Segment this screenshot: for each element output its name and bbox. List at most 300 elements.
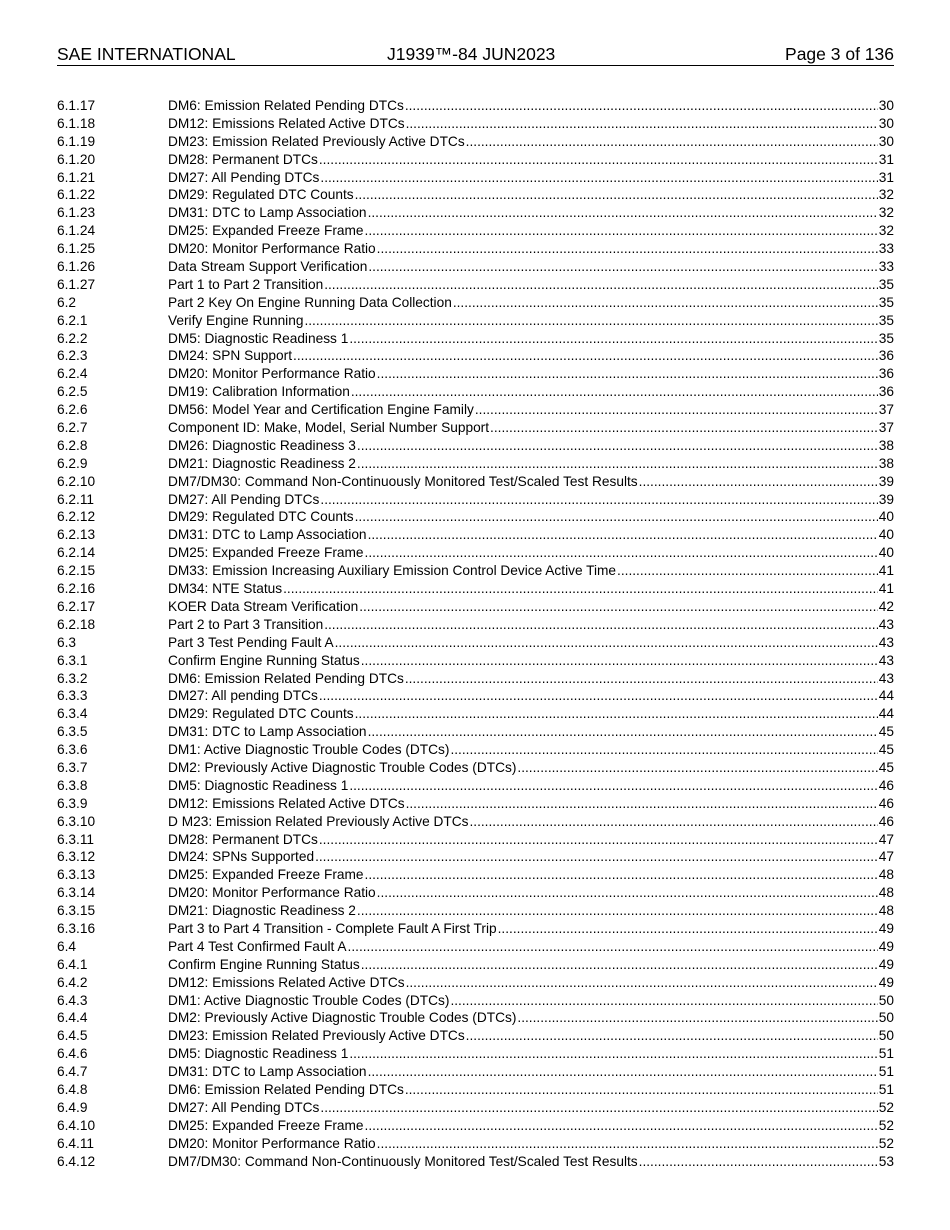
toc-section-number: 6.4.7 (57, 1064, 88, 1080)
toc-entry-line (168, 473, 894, 491)
toc-dot-leader (319, 687, 878, 705)
toc-dot-leader (368, 723, 878, 741)
toc-page-number: 37 (878, 420, 894, 436)
toc-section-title: Part 3 Test Pending Fault A (168, 634, 334, 650)
toc-section-number: 6.2.7 (57, 420, 88, 436)
toc-entry[interactable] (57, 240, 894, 258)
toc-entry-line (168, 1135, 894, 1153)
toc-dot-leader (324, 276, 878, 294)
toc-page-number: 45 (878, 759, 894, 775)
toc-section-number: 6.3.3 (57, 688, 88, 704)
toc-section-number: 6.2.12 (57, 509, 96, 525)
toc-page-number: 43 (878, 652, 894, 668)
toc-entry[interactable] (57, 687, 894, 705)
toc-section-title: DM2: Previously Active Diagnostic Trouble Codes (DTCs) (168, 1010, 517, 1026)
toc-entry[interactable] (57, 723, 894, 741)
toc-section-number: 6.2.5 (57, 384, 88, 400)
toc-dot-leader (355, 508, 878, 526)
toc-section-number: 6.1.23 (57, 205, 96, 221)
toc-entry-line (168, 1063, 894, 1081)
toc-section-title: Part 2 to Part 3 Transition (168, 616, 324, 632)
toc-section-number: 6.1.25 (57, 241, 96, 257)
toc-section-number: 6.3.2 (57, 670, 88, 686)
toc-entry[interactable] (57, 115, 894, 133)
toc-entry[interactable] (57, 598, 894, 616)
toc-page-number: 47 (878, 831, 894, 847)
toc-section-title: DM25: Expanded Freeze Frame (168, 223, 364, 239)
toc-entry-line (168, 204, 894, 222)
toc-entry[interactable] (57, 1081, 894, 1099)
toc-section-title: DM12: Emissions Related Active DTCs (168, 795, 405, 811)
toc-entry[interactable] (57, 795, 894, 813)
toc-page-number: 46 (878, 777, 894, 793)
toc-page-number: 40 (878, 509, 894, 525)
toc-entry[interactable] (57, 330, 894, 348)
toc-section-number: 6.3.5 (57, 724, 88, 740)
toc-page-number: 46 (878, 813, 894, 829)
toc-section-title: DM19: Calibration Information (168, 384, 350, 400)
toc-entry[interactable] (57, 705, 894, 723)
toc-section-number: 6.3.10 (57, 813, 96, 829)
toc-entry-line (168, 1045, 894, 1063)
toc-entry[interactable] (57, 544, 894, 562)
toc-entry[interactable] (57, 491, 894, 509)
toc-entry[interactable] (57, 1027, 894, 1045)
toc-section-title: DM12: Emissions Related Active DTCs (168, 974, 405, 990)
toc-section-number: 6.1.20 (57, 151, 96, 167)
toc-section-title: DM7/DM30: Command Non-Continuously Monitored Test/Scaled Test Results (168, 473, 638, 489)
toc-entry[interactable] (57, 1063, 894, 1081)
toc-page-number: 36 (878, 348, 894, 364)
toc-entry[interactable] (57, 473, 894, 491)
toc-dot-leader (320, 169, 877, 187)
toc-entry-line (168, 866, 894, 884)
toc-section-number: 6.4 (57, 938, 77, 954)
toc-entry[interactable] (57, 204, 894, 222)
toc-page-number: 33 (878, 241, 894, 257)
toc-page-number: 31 (878, 169, 894, 185)
toc-entry-line (168, 276, 894, 294)
toc-entry-line (168, 294, 894, 312)
toc-entry[interactable] (57, 884, 894, 902)
toc-section-title: DM12: Emissions Related Active DTCs (168, 115, 405, 131)
toc-entry-line (168, 169, 894, 187)
toc-page-number: 43 (878, 616, 894, 632)
toc-section-number: 6.2.13 (57, 527, 96, 543)
toc-section-number: 6.4.10 (57, 1117, 96, 1133)
toc-section-title: DM31: DTC to Lamp Association (168, 1064, 367, 1080)
toc-section-number: 6.3.7 (57, 759, 88, 775)
toc-entry-line (168, 1153, 894, 1171)
toc-entry-line (168, 133, 894, 151)
toc-dot-leader (377, 240, 878, 258)
toc-entry-line (168, 491, 894, 509)
toc-entry[interactable] (57, 580, 894, 598)
toc-entry[interactable] (57, 508, 894, 526)
toc-entry-line (168, 687, 894, 705)
toc-entry[interactable] (57, 1153, 894, 1171)
toc-page-number: 50 (878, 992, 894, 1008)
toc-page-number: 38 (878, 455, 894, 471)
toc-entry[interactable] (57, 526, 894, 544)
toc-section-title: DM29: Regulated DTC Counts (168, 509, 354, 525)
toc-section-number: 6.3.8 (57, 777, 88, 793)
toc-dot-leader (365, 1117, 878, 1135)
toc-section-title: Part 4 Test Confirmed Fault A (168, 938, 347, 954)
toc-entry-line (168, 258, 894, 276)
toc-section-number: 6.3 (57, 634, 77, 650)
toc-dot-leader (335, 634, 878, 652)
toc-page-number: 52 (878, 1135, 894, 1151)
toc-entry[interactable] (57, 938, 894, 956)
toc-entry[interactable] (57, 562, 894, 580)
toc-entry-line (168, 1027, 894, 1045)
toc-entry[interactable] (57, 258, 894, 276)
toc-section-title: DM33: Emission Increasing Auxiliary Emission Control Device Active Time (168, 563, 617, 579)
toc-page-number: 51 (878, 1081, 894, 1097)
toc-page-number: 51 (878, 1046, 894, 1062)
toc-entry[interactable] (57, 437, 894, 455)
toc-entry-line (168, 186, 894, 204)
toc-entry-line (168, 938, 894, 956)
toc-page-number: 32 (878, 205, 894, 221)
toc-entry-line (168, 723, 894, 741)
toc-entry-line (168, 1117, 894, 1135)
toc-dot-leader (639, 1153, 878, 1171)
toc-section-number: 6.2.10 (57, 473, 96, 489)
toc-section-title: DM7/DM30: Command Non-Continuously Monitored Test/Scaled Test Results (168, 1153, 638, 1169)
toc-page-number: 36 (878, 384, 894, 400)
toc-dot-leader (406, 115, 878, 133)
toc-dot-leader (377, 365, 878, 383)
toc-entry[interactable] (57, 920, 894, 938)
toc-page-number: 35 (878, 276, 894, 292)
toc-entry[interactable] (57, 634, 894, 652)
toc-section-title: DM24: SPN Support (168, 348, 293, 364)
toc-section-number: 6.2.9 (57, 455, 88, 471)
toc-entry-line (168, 598, 894, 616)
toc-dot-leader (357, 455, 878, 473)
toc-entry[interactable] (57, 222, 894, 240)
toc-section-title: DM27: All Pending DTCs (168, 491, 320, 507)
toc-dot-leader (377, 884, 878, 902)
toc-page-number: 39 (878, 473, 894, 489)
toc-entry[interactable] (57, 133, 894, 151)
toc-entry[interactable] (57, 169, 894, 187)
toc-page-number: 42 (878, 598, 894, 614)
toc-page-number: 53 (878, 1153, 894, 1169)
toc-dot-leader (406, 795, 878, 813)
toc-section-title: DM21: Diagnostic Readiness 2 (168, 903, 356, 919)
toc-page-number: 40 (878, 527, 894, 543)
toc-section-title: DM27: All Pending DTCs (168, 1099, 320, 1115)
toc-entry[interactable] (57, 831, 894, 849)
toc-page-number: 32 (878, 223, 894, 239)
toc-section-title: DM28: Permanent DTCs (168, 831, 318, 847)
toc-dot-leader (283, 580, 878, 598)
toc-section-title: DM31: DTC to Lamp Association (168, 724, 367, 740)
toc-entry[interactable] (57, 1117, 894, 1135)
toc-section-title: DM31: DTC to Lamp Association (168, 527, 367, 543)
toc-page-number: 49 (878, 974, 894, 990)
toc-section-number: 6.1.27 (57, 276, 96, 292)
toc-section-number: 6.1.18 (57, 115, 96, 131)
toc-dot-leader (365, 544, 878, 562)
toc-entry-line (168, 884, 894, 902)
toc-page-number: 41 (878, 581, 894, 597)
toc-section-title: DM56: Model Year and Certification Engine Family (168, 402, 474, 418)
toc-section-number: 6.2.16 (57, 581, 96, 597)
toc-page-number: 52 (878, 1099, 894, 1115)
toc-section-number: 6.3.6 (57, 742, 88, 758)
toc-dot-leader (405, 97, 878, 115)
toc-entry-line (168, 974, 894, 992)
toc-entry-line (168, 455, 894, 473)
toc-entry[interactable] (57, 347, 894, 365)
toc-section-number: 6.2.8 (57, 437, 88, 453)
toc-entry[interactable] (57, 992, 894, 1010)
toc-entry-line (168, 616, 894, 634)
toc-dot-leader (517, 1009, 877, 1027)
toc-section-title: DM1: Active Diagnostic Trouble Codes (DTCs) (168, 742, 450, 758)
toc-section-title: DM25: Expanded Freeze Frame (168, 545, 364, 561)
toc-entry[interactable] (57, 866, 894, 884)
toc-page-number: 48 (878, 885, 894, 901)
toc-page-number: 35 (878, 294, 894, 310)
toc-section-title: DM25: Expanded Freeze Frame (168, 1117, 364, 1133)
toc-section-title: Component ID: Make, Model, Serial Number Support (168, 420, 490, 436)
toc-section-title: DM25: Expanded Freeze Frame (168, 867, 364, 883)
toc-entry[interactable] (57, 186, 894, 204)
toc-dot-leader (406, 974, 878, 992)
toc-page-number: 33 (878, 259, 894, 275)
toc-dot-leader (368, 204, 878, 222)
toc-entry-line (168, 848, 894, 866)
toc-entry-line (168, 902, 894, 920)
toc-dot-leader (466, 133, 878, 151)
toc-section-title: DM2: Previously Active Diagnostic Trouble Codes (DTCs) (168, 759, 517, 775)
toc-section-title: DM6: Emission Related Pending DTCs (168, 1081, 404, 1097)
toc-dot-leader (450, 741, 877, 759)
toc-entry[interactable] (57, 1045, 894, 1063)
toc-dot-leader (348, 938, 878, 956)
toc-entry-line (168, 777, 894, 795)
toc-entry[interactable] (57, 902, 894, 920)
toc-entry-line (168, 759, 894, 777)
toc-section-title: DM20: Monitor Performance Ratio (168, 1135, 376, 1151)
toc-section-title: D M23: Emission Related Previously Active DTCs (168, 813, 469, 829)
toc-page-number: 37 (878, 402, 894, 418)
toc-section-number: 6.3.9 (57, 795, 88, 811)
toc-dot-leader (361, 652, 878, 670)
toc-section-title: DM23: Emission Related Previously Active DTCs (168, 133, 465, 149)
toc-entry[interactable] (57, 1135, 894, 1153)
toc-dot-leader (293, 347, 878, 365)
toc-dot-leader (517, 759, 877, 777)
toc-page-number: 36 (878, 366, 894, 382)
page-header (57, 44, 894, 66)
toc-entry[interactable] (57, 956, 894, 974)
toc-entry[interactable] (57, 383, 894, 401)
toc-entry[interactable] (57, 759, 894, 777)
toc-section-number: 6.2.17 (57, 598, 96, 614)
toc-section-number: 6.2.1 (57, 312, 88, 328)
toc-entry[interactable] (57, 455, 894, 473)
toc-dot-leader (359, 598, 878, 616)
toc-section-number: 6.3.15 (57, 903, 96, 919)
toc-entry-line (168, 115, 894, 133)
toc-section-number: 6.2.2 (57, 330, 88, 346)
toc-page-number: 52 (878, 1117, 894, 1133)
toc-entry-line (168, 813, 894, 831)
toc-section-number: 6.4.5 (57, 1028, 88, 1044)
toc-section-title: DM27: All pending DTCs (168, 688, 318, 704)
toc-dot-leader (469, 813, 877, 831)
toc-entry[interactable] (57, 616, 894, 634)
toc-entry-line (168, 151, 894, 169)
toc-entry[interactable] (57, 741, 894, 759)
toc-section-title: DM5: Diagnostic Readiness 1 (168, 1046, 349, 1062)
toc-section-title: DM34: NTE Status (168, 581, 283, 597)
toc-entry[interactable] (57, 151, 894, 169)
toc-entry-line (168, 920, 894, 938)
toc-page-number: 41 (878, 563, 894, 579)
toc-dot-leader (320, 1099, 877, 1117)
toc-dot-leader (319, 831, 878, 849)
toc-dot-leader (349, 1045, 877, 1063)
toc-section-number: 6.4.4 (57, 1010, 88, 1026)
toc-section-title: Part 2 Key On Engine Running Data Collection (168, 294, 452, 310)
toc-entry-line (168, 634, 894, 652)
toc-section-number: 6.3.14 (57, 885, 96, 901)
toc-page-number: 50 (878, 1028, 894, 1044)
toc-entry-line (168, 401, 894, 419)
toc-entry[interactable] (57, 97, 894, 115)
toc-entry[interactable] (57, 1009, 894, 1027)
toc-entry-line (168, 1009, 894, 1027)
toc-section-number: 6.2.18 (57, 616, 96, 632)
toc-page-number: 49 (878, 956, 894, 972)
toc-section-number: 6.4.2 (57, 974, 88, 990)
toc-entry[interactable] (57, 401, 894, 419)
toc-entry-line (168, 1099, 894, 1117)
toc-section-number: 6.3.12 (57, 849, 96, 865)
toc-entry[interactable] (57, 974, 894, 992)
toc-entry-line (168, 222, 894, 240)
toc-entry-line (168, 419, 894, 437)
toc-entry[interactable] (57, 312, 894, 330)
toc-dot-leader (405, 1081, 878, 1099)
toc-section-number: 6.3.4 (57, 706, 88, 722)
toc-section-number: 6.1.19 (57, 133, 96, 149)
toc-dot-leader (319, 151, 878, 169)
toc-entry-line (168, 956, 894, 974)
toc-dot-leader (365, 222, 878, 240)
toc-dot-leader (475, 401, 878, 419)
toc-dot-leader (355, 705, 878, 723)
toc-dot-leader (617, 562, 878, 580)
toc-section-title: DM20: Monitor Performance Ratio (168, 241, 376, 257)
toc-section-title: KOER Data Stream Verification (168, 598, 359, 614)
toc-section-title: DM6: Emission Related Pending DTCs (168, 670, 404, 686)
toc-section-number: 6.2.6 (57, 402, 88, 418)
toc-entry[interactable] (57, 813, 894, 831)
toc-entry[interactable] (57, 1099, 894, 1117)
toc-page-number: 50 (878, 1010, 894, 1026)
toc-section-number: 6.1.17 (57, 98, 96, 113)
toc-page-number: 38 (878, 437, 894, 453)
toc-dot-leader (405, 670, 878, 688)
toc-entry-line (168, 383, 894, 401)
toc-page-number: 30 (878, 133, 894, 149)
toc-entry-line (168, 795, 894, 813)
toc-entry-line (168, 526, 894, 544)
toc-dot-leader (357, 902, 878, 920)
toc-section-title: DM29: Regulated DTC Counts (168, 706, 354, 722)
toc-dot-leader (498, 920, 878, 938)
toc-entry-line (168, 580, 894, 598)
toc-entry-line (168, 437, 894, 455)
toc-page-number: 48 (878, 867, 894, 883)
toc-section-title: DM24: SPNs Supported (168, 849, 315, 865)
toc-entry-line (168, 240, 894, 258)
toc-entry[interactable] (57, 670, 894, 688)
toc-dot-leader (639, 473, 878, 491)
toc-page-number: 43 (878, 634, 894, 650)
toc-dot-leader (368, 1063, 878, 1081)
toc-page-number: 35 (878, 312, 894, 328)
toc-section-number: 6.1.22 (57, 187, 96, 203)
toc-dot-leader (466, 1027, 878, 1045)
toc-section-title: Confirm Engine Running Status (168, 956, 360, 972)
toc-section-title: DM21: Diagnostic Readiness 2 (168, 455, 356, 471)
toc-dot-leader (351, 383, 878, 401)
toc-dot-leader (490, 419, 878, 437)
toc-entry[interactable] (57, 365, 894, 383)
toc-page-number: 31 (878, 151, 894, 167)
toc-entry[interactable] (57, 848, 894, 866)
toc-section-number: 6.2.15 (57, 563, 96, 579)
toc-section-number: 6.4.12 (57, 1153, 96, 1169)
toc-entry-line (168, 330, 894, 348)
toc-section-title: DM5: Diagnostic Readiness 1 (168, 777, 349, 793)
toc-entry-line (168, 562, 894, 580)
toc-entry-line (168, 992, 894, 1010)
toc-section-number: 6.1.21 (57, 169, 96, 185)
toc-dot-leader (324, 616, 878, 634)
toc-section-number: 6.3.13 (57, 867, 96, 883)
toc-section-number: 6.4.6 (57, 1046, 88, 1062)
toc-page-number: 45 (878, 724, 894, 740)
toc-entry[interactable] (57, 419, 894, 437)
toc-entry[interactable] (57, 652, 894, 670)
toc-page-number: 46 (878, 795, 894, 811)
toc-section-title: DM6: Emission Related Pending DTCs (168, 98, 404, 113)
toc-section-title: Part 1 to Part 2 Transition (168, 276, 324, 292)
toc-section-number: 6.3.11 (57, 831, 95, 847)
toc-dot-leader (349, 330, 877, 348)
toc-section-number: 6.2 (57, 294, 77, 310)
toc-entry[interactable] (57, 777, 894, 795)
toc-entry-line (168, 312, 894, 330)
toc-entry-line (168, 652, 894, 670)
toc-entry-line (168, 1081, 894, 1099)
toc-section-title: DM20: Monitor Performance Ratio (168, 885, 376, 901)
toc-section-number: 6.3.16 (57, 920, 96, 936)
toc-section-number: 6.3.1 (57, 652, 88, 668)
toc-entry[interactable] (57, 294, 894, 312)
toc-entry[interactable] (57, 276, 894, 294)
